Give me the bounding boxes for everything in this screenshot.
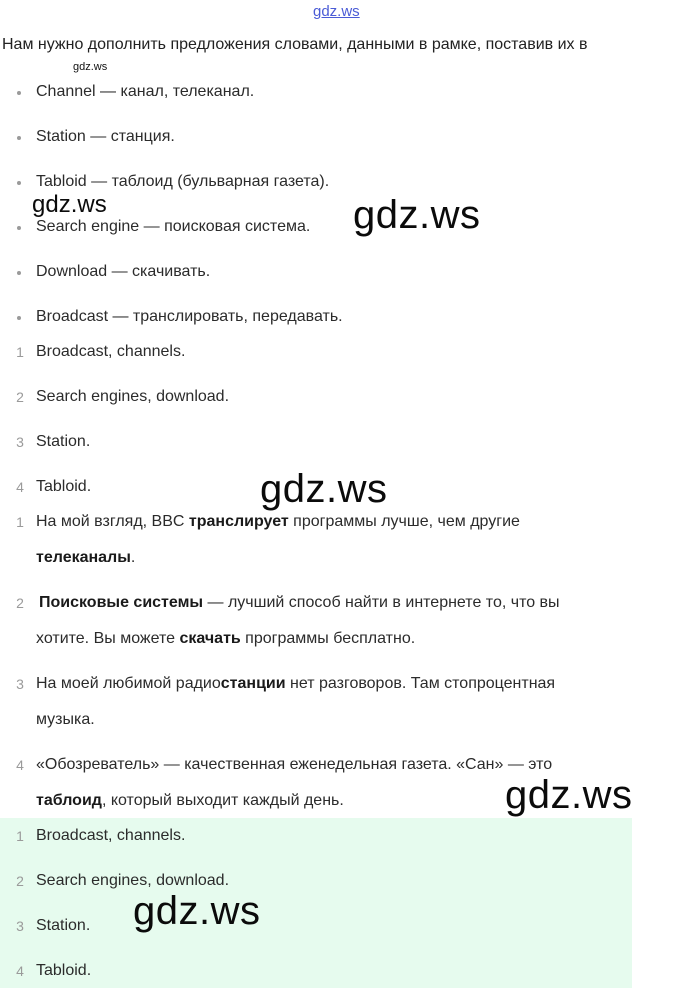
item-number: 4 bbox=[16, 479, 24, 495]
answer-text: Broadcast, channels. bbox=[36, 343, 186, 360]
bullet-icon bbox=[17, 136, 21, 140]
item-number: 3 bbox=[16, 918, 24, 934]
vocab-text: Search engine — поисковая система. bbox=[36, 218, 311, 235]
vocab-text: Download — скачивать. bbox=[36, 263, 211, 280]
answer-text: Station. bbox=[36, 433, 91, 450]
item-number: 3 bbox=[16, 434, 24, 450]
answer-text: Broadcast, channels. bbox=[36, 827, 186, 844]
item-number: 2 bbox=[16, 389, 24, 405]
watermark: gdz.ws bbox=[260, 467, 388, 511]
watermark: gdz.ws bbox=[32, 191, 107, 218]
item-number: 1 bbox=[16, 828, 24, 844]
translation-line: Поисковые системы — лучший способ найти в интернете то, что вы bbox=[39, 594, 560, 611]
item-number: 4 bbox=[16, 963, 24, 979]
vocab-text: Channel — канал, телеканал. bbox=[36, 83, 255, 100]
item-number: 4 bbox=[16, 757, 24, 773]
translation-line: музыка. bbox=[36, 711, 95, 728]
answer-text: Search engines, download. bbox=[36, 388, 230, 405]
item-number: 1 bbox=[16, 514, 24, 530]
translation-line: хотите. Вы можете скачать программы бесплатно. bbox=[36, 630, 416, 647]
item-number: 2 bbox=[16, 595, 24, 611]
answer-text: Station. bbox=[36, 917, 91, 934]
vocab-text: Station — станция. bbox=[36, 128, 175, 145]
answer-text: Tabloid. bbox=[36, 962, 92, 979]
item-number: 1 bbox=[16, 344, 24, 360]
watermark-small: gdz.ws bbox=[73, 61, 108, 73]
answer-text: Search engines, download. bbox=[36, 872, 230, 889]
item-number: 3 bbox=[16, 676, 24, 692]
watermark: gdz.ws bbox=[353, 193, 481, 237]
translation-line: «Обозреватель» — качественная еженедельная газета. «Сан» — это bbox=[36, 756, 553, 773]
site-link[interactable]: gdz.ws bbox=[313, 3, 360, 20]
item-number: 2 bbox=[16, 873, 24, 889]
bullet-icon bbox=[17, 181, 21, 185]
translation-line: телеканалы. bbox=[36, 549, 136, 566]
translation-line: На мой взгляд, BBC транслирует программы лучше, чем другие bbox=[36, 513, 520, 530]
answer-text: Tabloid. bbox=[36, 478, 92, 495]
bullet-icon bbox=[17, 271, 21, 275]
vocab-text: Tabloid — таблоид (бульварная газета). bbox=[36, 173, 330, 190]
bullet-icon bbox=[17, 316, 21, 320]
bullet-icon bbox=[17, 226, 21, 230]
watermark: gdz.ws bbox=[505, 773, 633, 817]
translation-line: таблоид, который выходит каждый день. bbox=[36, 792, 344, 809]
vocab-text: Broadcast — транслировать, передавать. bbox=[36, 308, 343, 325]
task-intro: Нам нужно дополнить предложения словами, данными в рамке, поставив их в bbox=[2, 36, 588, 53]
watermark: gdz.ws bbox=[133, 889, 261, 933]
translation-line: На моей любимой радиостанции нет разговоров. Там стопроцентная bbox=[36, 675, 556, 692]
bullet-icon bbox=[17, 91, 21, 95]
